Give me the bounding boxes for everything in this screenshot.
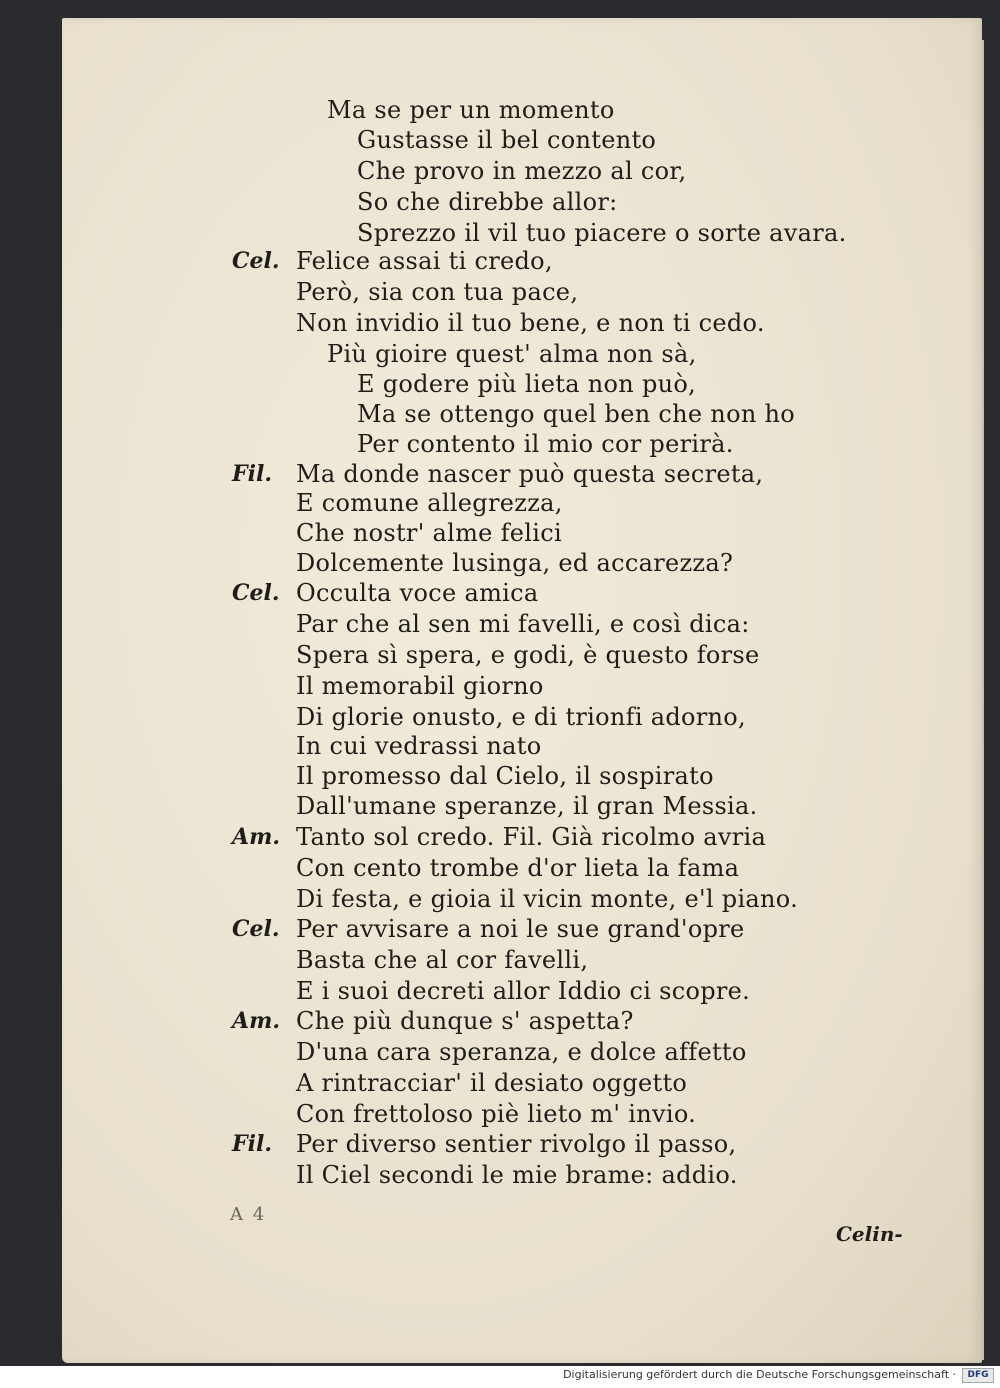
verse-line: Il memorabil giorno <box>296 672 544 700</box>
verse-line: D'una cara speranza, e dolce affetto <box>296 1038 747 1066</box>
verse-line: So che direbbe allor: <box>357 188 618 216</box>
verse-line: Con frettoloso piè lieto m' invio. <box>296 1100 697 1128</box>
verse-line: Che nostr' alme felici <box>296 519 562 547</box>
speaker-label: Cel. <box>232 248 280 274</box>
verse-line: Non invidio il tuo bene, e non ti cedo. <box>296 309 765 337</box>
verse-line: Ma donde nascer può questa secreta, <box>296 460 764 488</box>
verse-line: Per contento il mio cor perirà. <box>357 430 734 458</box>
verse-line: Sprezzo il vil tuo piacere o sorte avara. <box>357 219 847 247</box>
speaker-label: Fil. <box>232 1131 272 1157</box>
verse-line: Però, sia con tua pace, <box>296 278 579 306</box>
verse-line: Tanto sol credo. Fil. Già ricolmo avria <box>296 823 767 851</box>
verse-line: Che più dunque s' aspetta? <box>296 1007 634 1035</box>
verse-line: Spera sì spera, e godi, è questo forse <box>296 641 760 669</box>
verse-line: In cui vedrassi nato <box>296 732 542 760</box>
verse-line: Che provo in mezzo al cor, <box>357 157 687 185</box>
verse-line: Per avvisare a noi le sue grand'opre <box>296 915 745 943</box>
verse-line: Per diverso sentier rivolgo il passo, <box>296 1130 737 1158</box>
speaker-label: Cel. <box>232 580 280 606</box>
verse-line: Di glorie onusto, e di trionfi adorno, <box>296 703 746 731</box>
verse-line: Gustasse il bel contento <box>357 126 657 154</box>
verse-line: Felice assai ti credo, <box>296 247 553 275</box>
catchword: Celin- <box>836 1222 903 1246</box>
speaker-label: Fil. <box>232 461 272 487</box>
verse-line: Il Ciel secondi le mie brame: addio. <box>296 1161 738 1189</box>
speaker-label: Cel. <box>232 916 280 942</box>
verse-line: Par che al sen mi favelli, e così dica: <box>296 610 750 638</box>
speaker-label: Am. <box>232 1008 281 1034</box>
dfg-logo: DFG <box>962 1368 994 1383</box>
verse-line: A rintracciar' il desiato oggetto <box>296 1069 688 1097</box>
verse-line: Con cento trombe d'or lieta la fama <box>296 854 740 882</box>
verse-line: Dolcemente lusinga, ed accarezza? <box>296 549 734 577</box>
verse-line: Occulta voce amica <box>296 579 539 607</box>
verse-line: Ma se ottengo quel ben che non ho <box>357 400 796 428</box>
speaker-label: Am. <box>232 824 281 850</box>
footer-credit: Digitalisierung gefördert durch die Deutsche Forschungsgemeinschaft · <box>563 1368 956 1381</box>
verse-line: Basta che al cor favelli, <box>296 946 589 974</box>
verse-line: Ma se per un momento <box>327 96 615 124</box>
verse-line: Il promesso dal Cielo, il sospirato <box>296 762 714 790</box>
signature-mark: A 4 <box>230 1204 267 1225</box>
verse-line: Di festa, e gioia il vicin monte, e'l piano. <box>296 885 799 913</box>
verse-line: Più gioire quest' alma non sà, <box>327 340 697 368</box>
verse-line: E comune allegrezza, <box>296 489 563 517</box>
verse-line: Dall'umane speranze, il gran Messia. <box>296 792 758 820</box>
verse-line: E i suoi decreti allor Iddio ci scopre. <box>296 977 751 1005</box>
verse-line: E godere più lieta non può, <box>357 370 697 398</box>
